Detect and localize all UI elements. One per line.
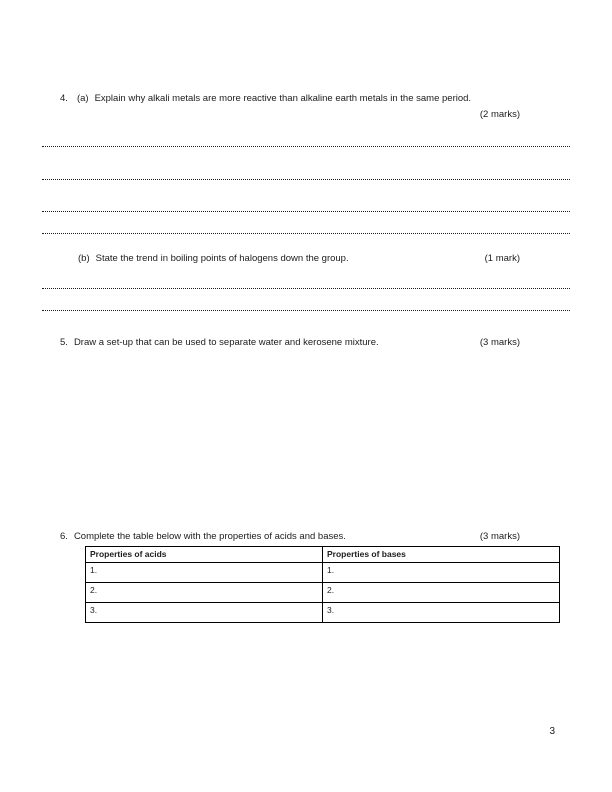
question-6-marks: (3 marks) bbox=[479, 531, 520, 542]
question-5-number: 5. bbox=[60, 337, 68, 348]
answer-line bbox=[42, 211, 570, 212]
question-6-text: Complete the table below with the properties of acids and bases. bbox=[73, 531, 346, 542]
question-4b-marks: (1 mark) bbox=[484, 253, 520, 264]
table-row bbox=[86, 603, 560, 623]
table-cell: 1. bbox=[86, 563, 323, 583]
table-cell: 3. bbox=[86, 603, 323, 623]
table-header-acids: Properties of acids bbox=[86, 547, 323, 563]
question-4-number: 4. bbox=[60, 93, 68, 104]
page-content bbox=[42, 93, 570, 623]
table-row bbox=[86, 563, 560, 583]
question-6-line bbox=[42, 531, 570, 543]
table-cell: 2. bbox=[86, 583, 323, 603]
question-4b-line bbox=[42, 253, 570, 265]
question-5-marks: (3 marks) bbox=[479, 337, 520, 348]
drawing-area bbox=[42, 349, 570, 527]
table-cell: 1. bbox=[323, 563, 560, 583]
page-number: 3 bbox=[549, 726, 555, 737]
table-cell: 3. bbox=[323, 603, 560, 623]
table-row bbox=[86, 583, 560, 603]
question-6-number: 6. bbox=[60, 531, 68, 542]
table-cell: 2. bbox=[323, 583, 560, 603]
question-4a-marks: (2 marks) bbox=[479, 109, 520, 120]
question-4b-part-label: (b) bbox=[78, 253, 90, 264]
answer-line bbox=[42, 179, 570, 180]
answer-line bbox=[42, 288, 570, 289]
table-header-row bbox=[86, 547, 560, 563]
question-4b-text: State the trend in boiling points of halogens down the group. bbox=[95, 253, 349, 264]
answer-line bbox=[42, 146, 570, 147]
table-header-bases: Properties of bases bbox=[323, 547, 560, 563]
question-5-line bbox=[42, 337, 570, 349]
question-5-text: Draw a set-up that can be used to separate water and kerosene mixture. bbox=[73, 337, 379, 348]
acids-bases-table bbox=[85, 546, 560, 623]
question-4a-text: Explain why alkali metals are more reactive than alkaline earth metals in the same period. bbox=[94, 93, 472, 104]
question-4a-part-label: (a) bbox=[76, 93, 89, 104]
answer-line bbox=[42, 310, 570, 311]
question-4a-line bbox=[42, 93, 570, 105]
answer-line bbox=[42, 233, 570, 234]
